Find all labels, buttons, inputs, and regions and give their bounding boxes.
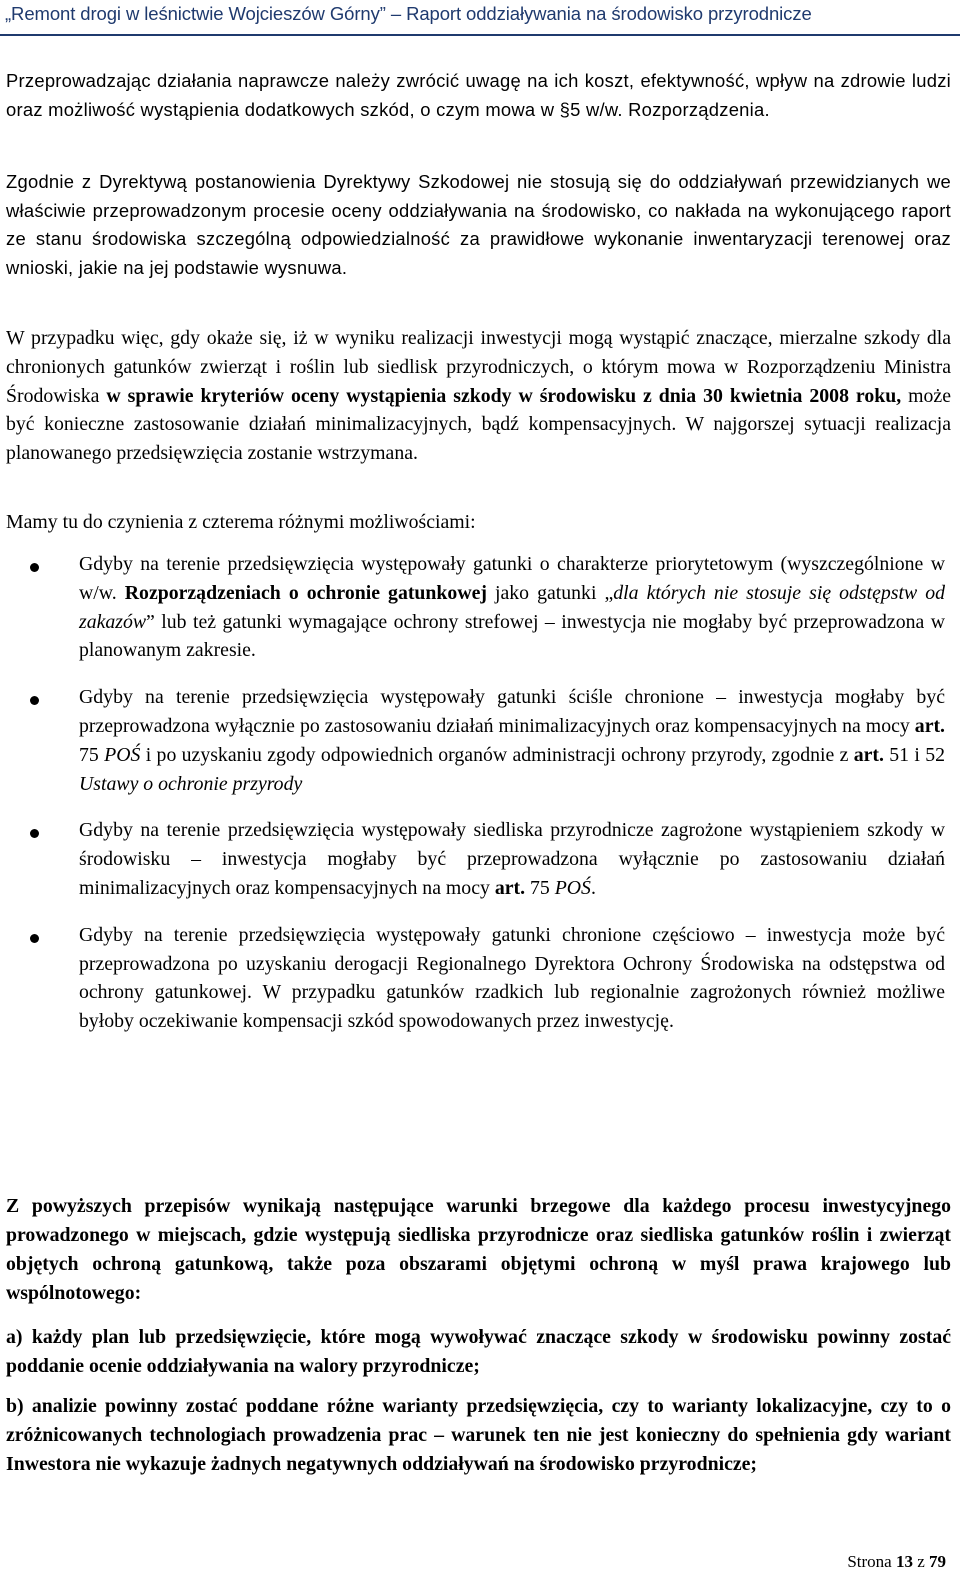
article-label: art. xyxy=(494,876,526,899)
summary-paragraph: Z powyższych przepisów wynikają następujące warunki brzegowe dla każdego procesu inwestycyjnego prowadzonego w miejscach, gdzie występują siedliska przyrodnicze oraz siedliska gatunków roślin i zwierząt objętych ochroną gatunkową, także poza obszarami objętymi ochroną w myśl prawa krajowego lub wspólnotowego: xyxy=(6,1195,951,1304)
bullet-icon xyxy=(30,696,39,705)
bullet-icon xyxy=(30,829,39,838)
article-number: 51 xyxy=(883,743,915,766)
list-item-text: Gdyby na terenie przedsięwzięcia występowały siedliska przyrodnicze zagrożone wystąpieniem szkody w środowisku – inwestycja mogłaby być przeprowadzona wyłącznie po zastosowaniu działań minimalizacyjnych oraz kompensacyjnych na mocy xyxy=(79,819,945,899)
condition-b: b) analizie powinny zostać poddane różne warianty przedsięwzięcia, czy to warianty lokalizacyjne, czy to o zróżnicowanych technologiach prowadzenia prac – warunek ten nie jest konieczny do spełnienia gdy wariant Inwestora nie wykazuje żadnych negatywnych oddziaływań na środowisko przyrodnicze; xyxy=(6,1395,951,1475)
bullet-icon xyxy=(30,563,39,572)
list-item-text: ” lub też gatunki wymagające ochrony strefowej – inwestycja nie mogłaby być przeprowadzona w planowanym zakresie. xyxy=(79,610,945,662)
options-list xyxy=(0,550,960,1036)
case-text-1: W przypadku więc, gdy okaże się, iż w wyniku realizacji inwestycji mogą wystąpić znaczące, mierzalne szkody dla chronionych gatunków zwierząt i roślin lub siedlisk przyrodniczych, o którym mowa w Rozporządzeniu Ministra Środowiska xyxy=(6,327,951,407)
case-text-2: może być konieczne zastosowanie działań minimalizacyjnych, bądź kompensacyjnych. W najgorszej sytuacji realizacja planowanego przedsięwzięcia zostanie wstrzymana. xyxy=(6,384,951,465)
page-footer xyxy=(847,1552,946,1572)
list-item-text: i xyxy=(914,743,926,766)
act-name: Ustawy o ochronie przyrody xyxy=(79,772,303,795)
list-item xyxy=(0,816,945,902)
article-label: art. xyxy=(914,714,945,737)
case-paragraph xyxy=(6,324,951,468)
page-total: 79 xyxy=(929,1552,946,1571)
list-item-text: i po uzyskaniu zgody odpowiednich organów administracji ochrony przyrody, zgodnie z xyxy=(140,743,854,766)
header-title: „Remont drogi w leśnictwie Wojcieszów Górny” – Raport oddziaływania na środowisko przyrodnicze xyxy=(5,3,812,24)
list-item-text: Gdyby na terenie przedsięwzięcia występowały gatunki ściśle chronione – inwestycja mogłaby być przeprowadzona wyłącznie po zastosowaniu działań minimalizacyjnych oraz kompensacyjnych na mocy xyxy=(79,686,945,737)
list-item-text: jako gatunki „ xyxy=(486,581,614,604)
article-label: art. xyxy=(853,743,884,766)
list-item-text: . xyxy=(590,876,596,899)
article-number: 75 xyxy=(79,743,105,766)
page-header xyxy=(0,0,960,32)
list-item-text: Gdyby na terenie przedsięwzięcia występowały gatunki o charakterze priorytetowym (wyszczególnione w w/w. xyxy=(79,553,945,604)
page-number: 13 xyxy=(895,1552,913,1571)
list-item xyxy=(0,921,945,1036)
list-item xyxy=(0,550,945,665)
bullet-icon xyxy=(30,934,39,943)
list-item-text: Gdyby na terenie przedsięwzięcia występowały gatunki chronione częściowo – inwestycja może być przeprowadzona po uzyskaniu derogacji Regionalnego Dyrektora Ochrony Środowiska na odstępstwa od ochrony gatunkowej. W przypadku gatunków rzadkich lub regionalnie zagrożonych również możliwe byłoby oczekiwanie kompensacji szkód spowodowanych przez inwestycję. xyxy=(79,923,945,1033)
quoted-phrase: dla których nie stosuje się odstępstw od zakazów xyxy=(79,581,945,633)
footer-separator: z xyxy=(912,1552,929,1571)
act-name: POŚ xyxy=(554,876,591,899)
intro-paragraph: Przeprowadzając działania naprawcze należy zwrócić uwagę na ich koszt, efektywność, wpływ na zdrowie ludzi oraz możliwość wystąpienia dodatkowych szkód, o czym mowa w §5 w/w. Rozporządzenia. xyxy=(6,70,951,120)
article-number: 52 xyxy=(925,743,945,766)
directive-paragraph: Zgodnie z Dyrektywą postanowienia Dyrektywy Szkodowej nie stosują się do oddziaływań przewidzianych we właściwie przeprowadzonym procesie oceny oddziaływania na środowisko, co nakłada na wykonującego raport ze stanu środowiska szczególną odpowiedzialność za prawidłowe wykonanie inwentaryzacji terenowej oraz wnioski, jakie na jej podstawie wysnuwa. xyxy=(6,171,951,278)
footer-label: Strona xyxy=(847,1552,896,1571)
header-divider xyxy=(0,34,960,36)
act-name: POŚ xyxy=(104,743,141,766)
regulation-reference: Rozporządzeniach o ochronie gatunkowej xyxy=(124,581,487,604)
condition-a: a) każdy plan lub przedsięwzięcie, które mogą wywoływać znaczące szkody w środowisku powinny zostać poddanie ocenie oddziaływania na walory przyrodnicze; xyxy=(6,1326,951,1377)
list-item xyxy=(0,683,945,798)
case-regulation-title: w sprawie kryteriów oceny wystąpienia szkody w środowisku z dnia 30 kwietnia 2008 roku, xyxy=(106,384,902,407)
options-intro: Mamy tu do czynienia z czterema różnymi możliwościami: xyxy=(6,511,476,533)
article-number: 75 xyxy=(525,876,555,899)
